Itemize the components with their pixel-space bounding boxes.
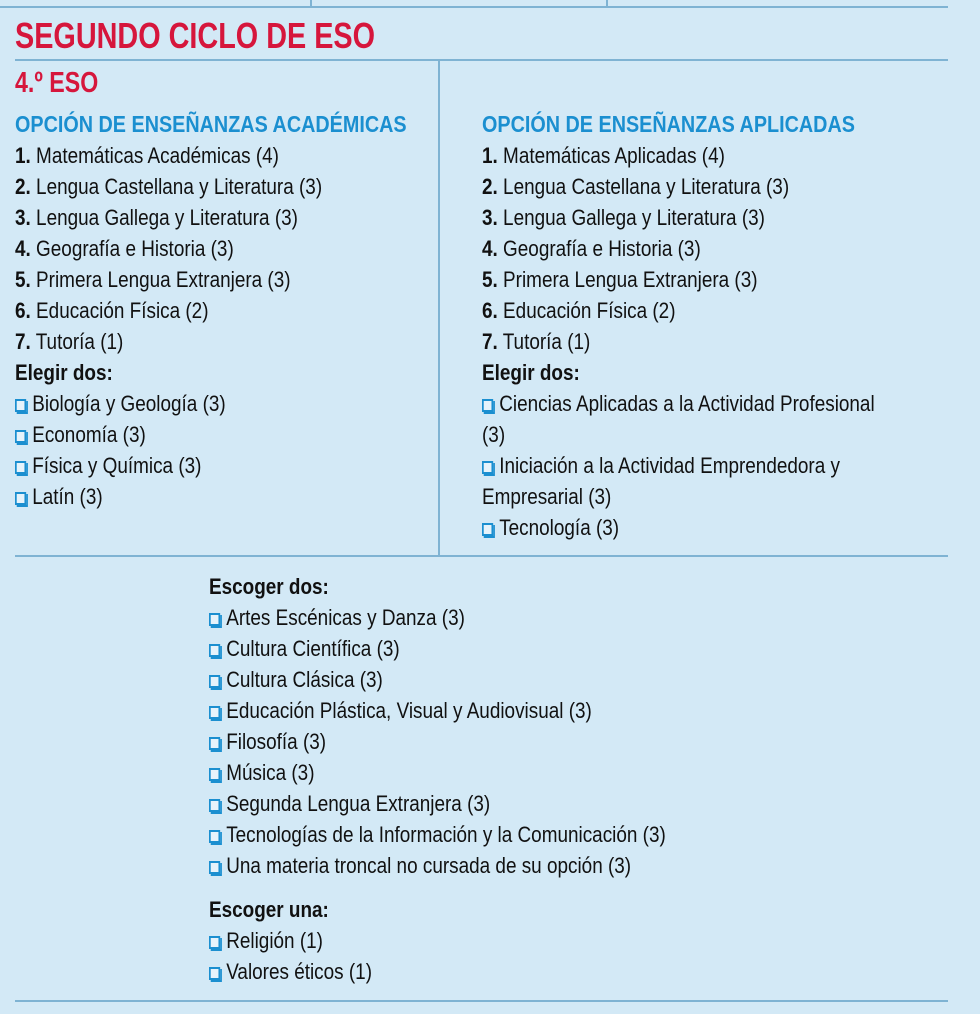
applied-option-continued: (3) [482,422,506,447]
choose-one-label: Escoger una: [209,897,329,922]
applied-subject-list [482,140,939,543]
elective-option[interactable]: Música (3) [209,757,666,788]
academic-title: OPCIÓN DE ENSEÑANZAS ACADÉMICAS [15,111,407,137]
course-title: 4.º ESO [15,67,99,99]
checkbox-icon[interactable] [209,644,220,657]
academic-subject: 4. Geografía e Historia (3) [15,236,234,261]
applied-subject: 6. Educación Física (2) [482,298,676,323]
applied-subject: 4. Geografía e Historia (3) [482,236,701,261]
checkbox-icon[interactable] [209,706,220,719]
section-title: SEGUNDO CICLO DE ESO [15,15,376,56]
top-border [0,6,948,8]
elective-option[interactable]: Cultura Clásica (3) [209,664,666,695]
elective-option[interactable]: Artes Escénicas y Danza (3) [209,602,666,633]
elective-option[interactable]: Cultura Científica (3) [209,633,666,664]
choose-one-option[interactable]: Valores éticos (1) [209,956,372,987]
applied-title: OPCIÓN DE ENSEÑANZAS APLICADAS [482,111,855,137]
applied-subject: 7. Tutoría (1) [482,329,591,354]
top-divider-left [310,0,312,7]
choose-one-option[interactable]: Religión (1) [209,925,372,956]
checkbox-icon[interactable] [15,461,26,474]
checkbox-icon[interactable] [482,523,493,536]
column-divider [438,61,440,556]
applied-subject: 3. Lengua Gallega y Literatura (3) [482,205,765,230]
checkbox-icon[interactable] [209,936,220,949]
choose-one-list [209,894,399,987]
applied-option[interactable]: Iniciación a la Actividad Emprendedora y [482,450,875,481]
checkbox-icon[interactable] [482,461,493,474]
academic-subject: 7. Tutoría (1) [15,329,124,354]
applied-subject: 1. Matemáticas Aplicadas (4) [482,143,725,168]
checkbox-icon[interactable] [209,675,220,688]
checkbox-icon[interactable] [15,492,26,505]
columns-bottom-divider [15,555,948,557]
bottom-divider [15,1000,948,1002]
applied-subject: 2. Lengua Castellana y Literatura (3) [482,174,790,199]
academic-option[interactable]: Latín (3) [15,481,322,512]
elective-option[interactable]: Educación Plástica, Visual y Audiovisual (3) [209,695,666,726]
applied-option-continued: Empresarial (3) [482,484,612,509]
checkbox-icon[interactable] [209,613,220,626]
title-divider [15,59,948,61]
checkbox-icon[interactable] [209,799,220,812]
applied-choose-label: Elegir dos: [482,360,580,385]
academic-option[interactable]: Economía (3) [15,419,322,450]
elective-option[interactable]: Una materia troncal no cursada de su opción (3) [209,850,666,881]
checkbox-icon[interactable] [15,399,26,412]
academic-option[interactable]: Biología y Geología (3) [15,388,322,419]
top-divider-right [606,0,608,7]
applied-option[interactable]: Tecnología (3) [482,512,875,543]
academic-subject: 3. Lengua Gallega y Literatura (3) [15,205,298,230]
academic-option[interactable]: Física y Química (3) [15,450,322,481]
checkbox-icon[interactable] [209,768,220,781]
checkbox-icon[interactable] [209,737,220,750]
academic-subject: 6. Educación Física (2) [15,298,209,323]
academic-subject: 1. Matemáticas Académicas (4) [15,143,279,168]
applied-option[interactable]: Ciencias Aplicadas a la Actividad Profesional [482,388,875,419]
electives-list [209,571,740,881]
checkbox-icon[interactable] [209,861,220,874]
academic-choose-label: Elegir dos: [15,360,113,385]
elective-option[interactable]: Segunda Lengua Extranjera (3) [209,788,666,819]
academic-subject: 2. Lengua Castellana y Literatura (3) [15,174,323,199]
academic-subject: 5. Primera Lengua Extranjera (3) [15,267,291,292]
checkbox-icon[interactable] [482,399,493,412]
applied-subject: 5. Primera Lengua Extranjera (3) [482,267,758,292]
checkbox-icon[interactable] [15,430,26,443]
choose-two-label: Escoger dos: [209,574,329,599]
academic-subject-list [15,140,372,512]
checkbox-icon[interactable] [209,830,220,843]
elective-option[interactable]: Tecnologías de la Información y la Comunicación (3) [209,819,666,850]
checkbox-icon[interactable] [209,967,220,980]
elective-option[interactable]: Filosofía (3) [209,726,666,757]
